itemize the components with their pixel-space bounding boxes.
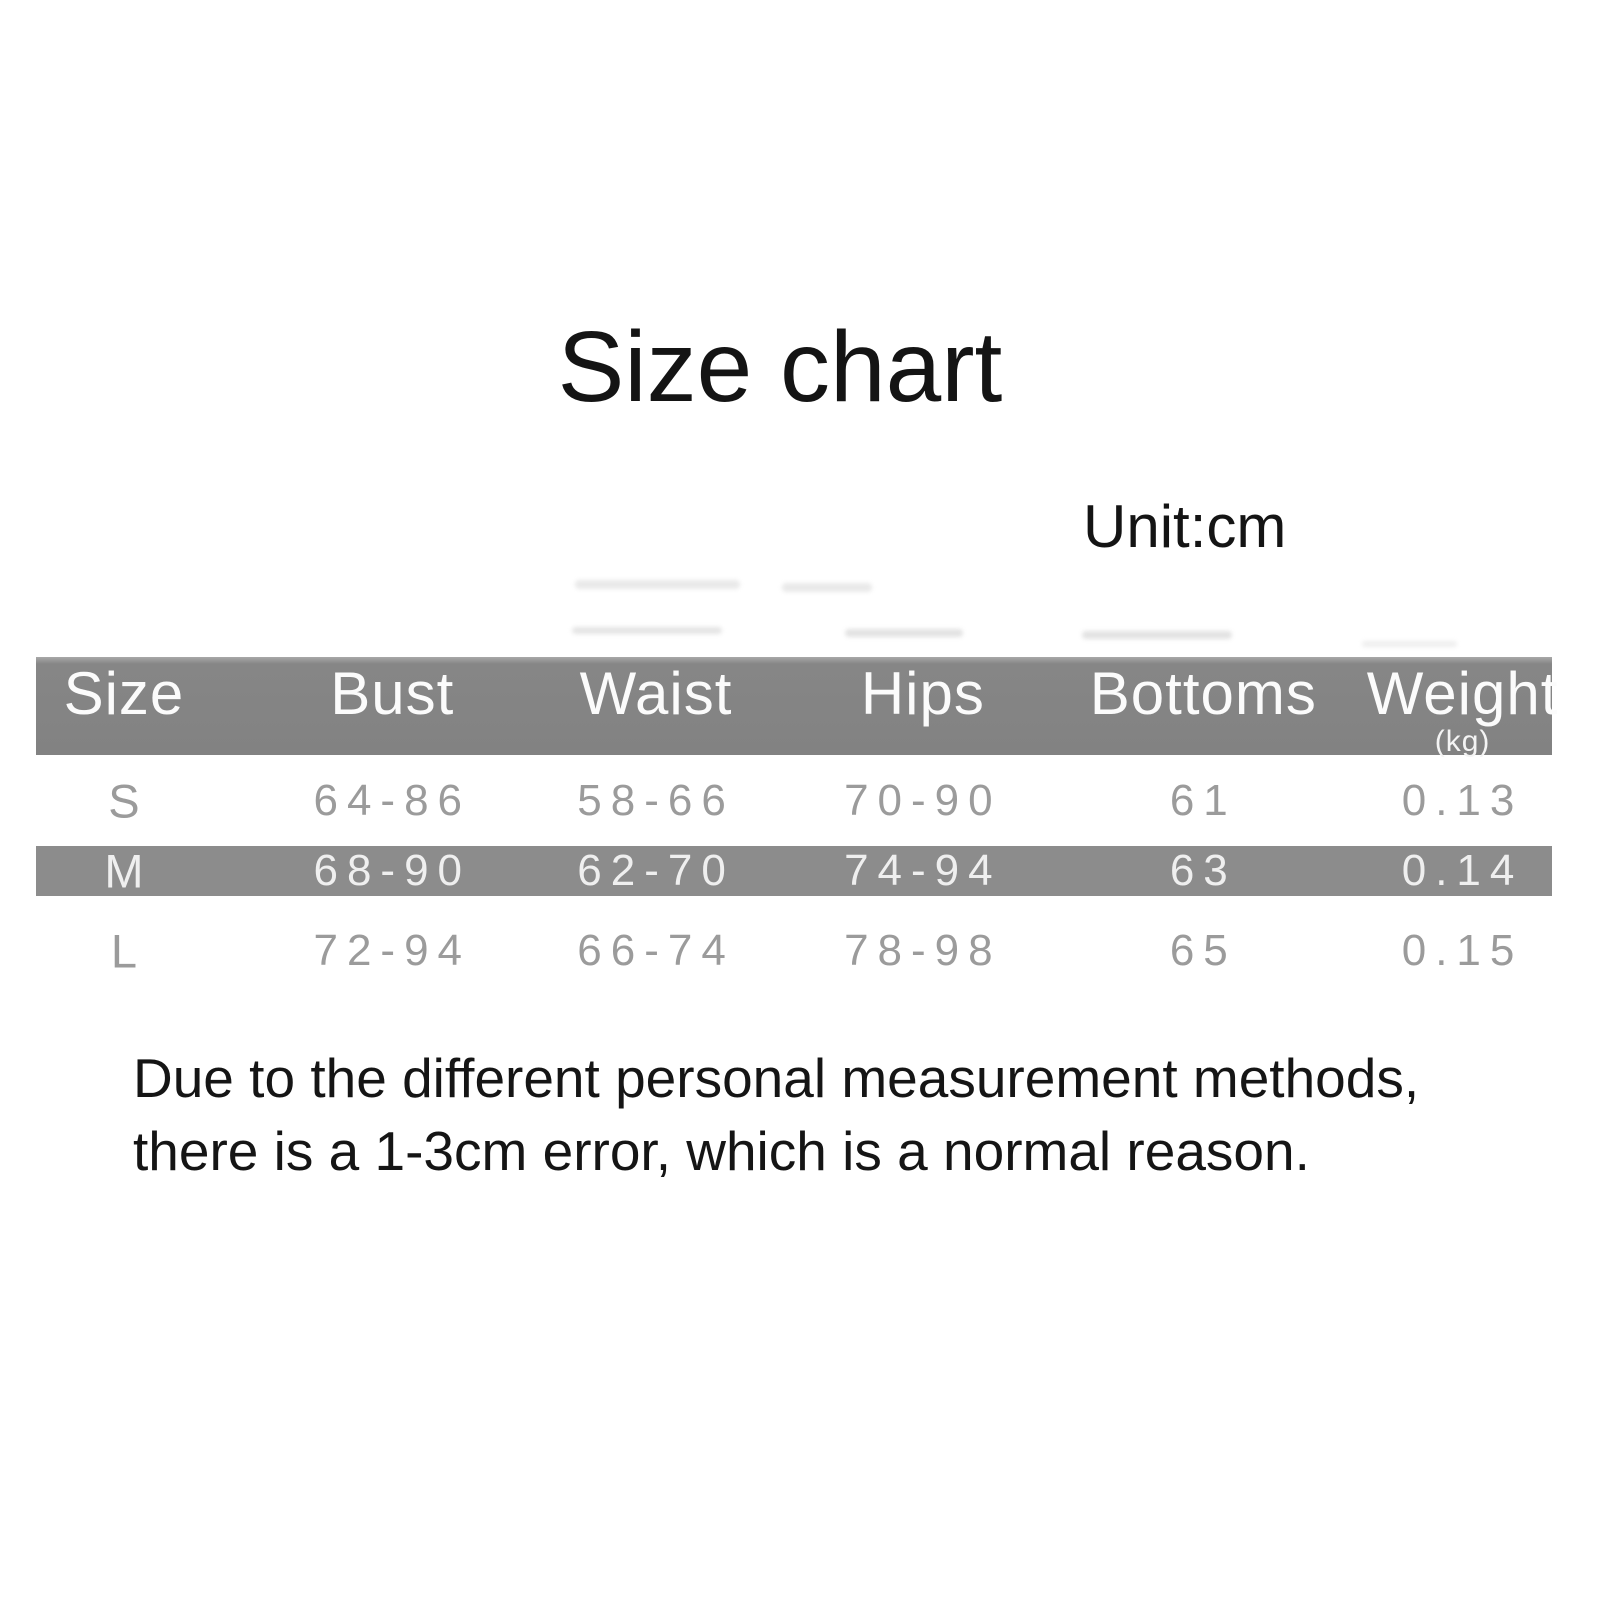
col-header-bottoms: Bottoms (1089, 660, 1317, 727)
col-header-size: Size (63, 660, 185, 727)
cell-hips: 70-90 (844, 775, 1002, 825)
cell-size: S (108, 774, 140, 827)
cell-hips: 74-94 (844, 846, 1002, 895)
artifact-smudge (572, 627, 722, 634)
cell-bust: 68-90 (313, 846, 472, 895)
cell-size: L (110, 924, 137, 978)
note-line-2: there is a 1-3cm error, which is a normal reason. (133, 1120, 1310, 1182)
table-row-s (36, 755, 1552, 846)
table-header-row (36, 657, 1559, 758)
cell-weight: 0.14 (1401, 846, 1524, 895)
page-title: Size chart (557, 311, 1003, 423)
unit-label: Unit:cm (1083, 493, 1287, 560)
artifact-smudge (782, 583, 872, 592)
artifact-smudge (1082, 631, 1232, 639)
cell-size: M (104, 844, 144, 898)
note-line-1: Due to the different personal measurement methods, (133, 1047, 1420, 1109)
cell-bust: 72-94 (313, 925, 472, 975)
artifact-smudge (845, 629, 963, 637)
cell-bottoms: 65 (1169, 925, 1237, 975)
cell-bottoms: 61 (1169, 775, 1237, 825)
table-row-l (36, 896, 1552, 994)
measurement-note (133, 1042, 1553, 1188)
cell-hips: 78-98 (844, 925, 1002, 975)
col-header-bust: Bust (330, 660, 455, 727)
table-row-m-highlighted (36, 846, 1552, 896)
cell-bottoms: 63 (1169, 846, 1237, 895)
col-header-weight-label: Weight (1366, 660, 1559, 727)
artifact-smudge (575, 580, 740, 589)
col-header-weight-unit: (kg) (1434, 725, 1491, 758)
cell-weight: 0.13 (1401, 775, 1524, 825)
cell-weight: 0.15 (1401, 925, 1524, 975)
cell-waist: 62-70 (577, 846, 735, 895)
col-header-waist: Waist (579, 660, 733, 727)
col-header-hips: Hips (860, 660, 985, 727)
cell-waist: 58-66 (577, 775, 735, 825)
artifact-smudge (1362, 641, 1457, 647)
cell-bust: 64-86 (313, 775, 472, 825)
col-header-weight (1367, 662, 1559, 758)
cell-waist: 66-74 (577, 925, 735, 975)
